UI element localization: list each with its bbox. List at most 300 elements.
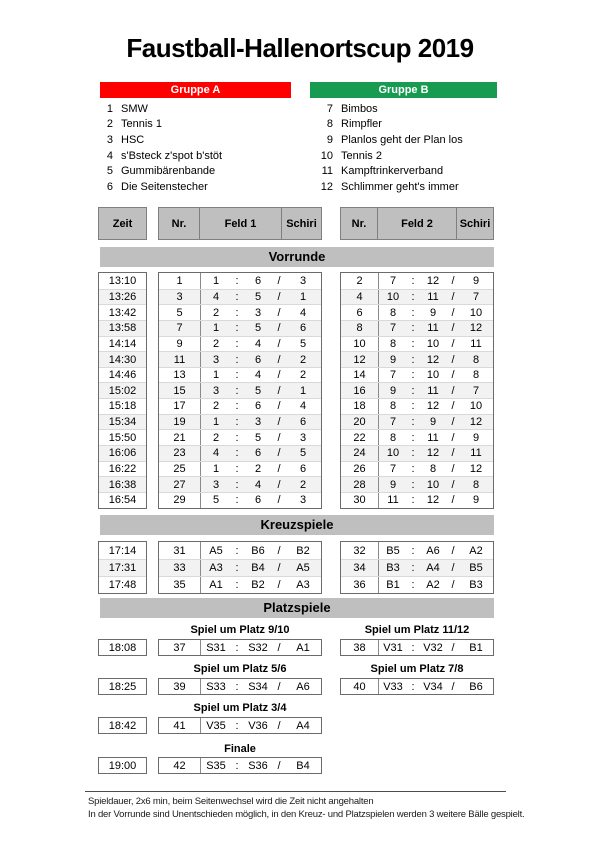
score-colon: :: [235, 447, 239, 460]
away-team-cell: 5: [254, 322, 262, 335]
match-row: [159, 289, 321, 305]
match-number-cell: 9: [159, 337, 201, 352]
column-header-feld2-group: [340, 207, 494, 240]
team-row: [100, 179, 291, 195]
home-team-cell: 8: [389, 337, 397, 350]
time-cell: 18:08: [108, 641, 137, 654]
time-row: [99, 382, 146, 398]
referee-slash: /: [451, 274, 455, 287]
time-cell: 14:30: [108, 353, 137, 366]
home-team-cell: 7: [389, 463, 397, 475]
section-bar-vorrunde: Vorrunde: [100, 247, 494, 267]
match-row: [159, 718, 321, 733]
referee-cell: 9: [472, 431, 480, 444]
match-number-cell: 16: [341, 383, 379, 398]
referee-slash: /: [277, 544, 281, 557]
match-number-cell: 18: [341, 399, 379, 414]
away-team-cell: V34: [423, 680, 443, 693]
time-row: [99, 476, 146, 492]
team-name: HSC: [121, 133, 145, 146]
match-row: [159, 679, 321, 694]
referee-slash: /: [277, 680, 281, 693]
match-number-cell: 12: [341, 352, 379, 367]
time-row: [99, 351, 146, 367]
kreuzspiele-feld1-table: [158, 541, 322, 594]
referee-cell: 8: [472, 369, 480, 382]
team-number: 8: [326, 118, 333, 131]
group-b-header: Gruppe B: [310, 82, 497, 98]
home-team-cell: 4: [212, 447, 220, 460]
away-team-cell: 6: [254, 494, 262, 507]
score-colon: :: [235, 719, 239, 732]
referee-cell: 3: [299, 431, 307, 444]
referee-slash: /: [277, 641, 281, 654]
score-colon: :: [411, 463, 415, 475]
home-team-cell: B3: [386, 562, 400, 574]
team-row: [100, 132, 291, 148]
referee-cell: 8: [472, 353, 480, 366]
match-row: [159, 429, 321, 445]
time-row: [99, 542, 146, 559]
column-header-schiri-right: Schiri: [457, 207, 494, 240]
time-cell: 15:02: [108, 384, 137, 397]
column-header-zeit: Zeit: [98, 207, 147, 240]
away-team-cell: 11: [427, 431, 439, 444]
referee-slash: /: [277, 463, 281, 475]
home-team-cell: V31: [383, 641, 403, 654]
match-number-cell: 30: [341, 493, 379, 508]
away-team-cell: 9: [429, 416, 437, 429]
score-colon: :: [411, 431, 415, 444]
match-number-cell: 33: [159, 560, 201, 576]
referee-cell: B2: [296, 544, 310, 557]
score-colon: :: [235, 579, 239, 591]
match-row: [341, 429, 493, 445]
referee-slash: /: [451, 322, 455, 335]
referee-cell: 1: [299, 290, 307, 303]
score-colon: :: [411, 353, 415, 366]
match-number-cell: 23: [159, 446, 201, 461]
time-row: [99, 320, 146, 336]
away-team-cell: 3: [254, 306, 262, 319]
match-number-cell: 25: [159, 462, 201, 477]
away-team-cell: 12: [426, 494, 440, 507]
time-cell: 13:42: [108, 306, 137, 319]
match-number-cell: 38: [341, 640, 379, 655]
score-colon: :: [235, 274, 239, 287]
referee-cell: 2: [299, 478, 307, 491]
home-team-cell: 9: [389, 353, 397, 366]
away-team-cell: 4: [254, 337, 262, 350]
home-team-cell: 2: [212, 431, 220, 444]
away-team-cell: S36: [248, 759, 268, 772]
referee-cell: 9: [472, 494, 480, 507]
column-header-feld2: Feld 2: [378, 207, 457, 240]
team-name: Kampftrinkerverband: [341, 165, 444, 178]
time-row: [99, 718, 146, 733]
away-team-cell: 9: [429, 306, 437, 319]
referee-slash: /: [277, 478, 281, 491]
away-team-cell: 12: [426, 400, 440, 413]
home-team-cell: 1: [212, 416, 220, 429]
column-header-schiri-left: Schiri: [282, 207, 322, 240]
team-row: [100, 117, 291, 133]
away-team-cell: 11: [427, 290, 439, 303]
referee-cell: 4: [299, 400, 307, 413]
referee-cell: 3: [299, 494, 307, 507]
referee-slash: /: [451, 447, 455, 460]
match-number-cell: 5: [159, 305, 201, 320]
referee-slash: /: [451, 431, 455, 444]
match-row: [159, 492, 321, 508]
home-team-cell: 7: [389, 322, 397, 335]
match-row: [159, 758, 321, 773]
group-a: [100, 82, 291, 195]
group-a-header: Gruppe A: [100, 82, 291, 98]
referee-cell: 10: [469, 400, 483, 413]
score-colon: :: [411, 322, 415, 335]
referee-slash: /: [277, 431, 281, 444]
away-team-cell: 10: [426, 337, 440, 350]
referee-slash: /: [277, 384, 281, 397]
home-team-cell: 11: [387, 494, 399, 507]
away-team-cell: A6: [426, 544, 440, 557]
team-row: [100, 163, 291, 179]
home-team-cell: 7: [389, 274, 397, 287]
time-row: [99, 445, 146, 461]
referee-slash: /: [277, 400, 281, 413]
score-colon: :: [411, 544, 415, 557]
referee-slash: /: [277, 579, 281, 591]
referee-cell: A2: [469, 544, 483, 557]
referee-slash: /: [277, 274, 281, 287]
team-row: [310, 117, 497, 133]
team-name: Bimbos: [341, 102, 378, 115]
platz-match-title: Spiel um Platz 7/8: [370, 663, 464, 675]
footer-note-2: In der Vorrunde sind Unentschieden möglich, in den Kreuz- und Platzspielen werden 3 weitere Bälle gespielt.: [88, 809, 525, 820]
referee-cell: B4: [296, 759, 310, 772]
match-row: [159, 320, 321, 336]
away-team-cell: V36: [248, 719, 268, 732]
match-row: [159, 476, 321, 492]
match-row: [341, 542, 493, 559]
match-number-cell: 20: [341, 415, 379, 430]
score-colon: :: [411, 400, 415, 413]
referee-cell: B5: [469, 562, 483, 574]
match-number-cell: 7: [159, 321, 201, 336]
time-cell: 18:42: [108, 719, 137, 732]
home-team-cell: 8: [389, 306, 397, 319]
time-cell: 15:34: [108, 416, 137, 429]
group-a-team-list: [100, 101, 291, 195]
team-name: Rimpfler: [341, 118, 382, 131]
match-row: [341, 367, 493, 383]
match-row: [341, 476, 493, 492]
match-row: [341, 414, 493, 430]
match-number-cell: 42: [159, 758, 201, 773]
score-colon: :: [235, 494, 239, 507]
away-team-cell: 3: [254, 416, 262, 429]
score-colon: :: [411, 447, 415, 460]
referee-slash: /: [277, 369, 281, 382]
platz-match-title: Spiel um Platz 11/12: [364, 624, 470, 636]
away-team-cell: A2: [426, 579, 440, 591]
referee-slash: /: [451, 400, 455, 413]
home-team-cell: 9: [389, 478, 397, 491]
match-number-cell: 6: [341, 305, 379, 320]
referee-slash: /: [451, 579, 455, 591]
match-row: [341, 273, 493, 289]
score-colon: :: [235, 562, 239, 574]
away-team-cell: 5: [254, 384, 262, 397]
time-row: [99, 429, 146, 445]
referee-slash: /: [277, 759, 281, 772]
score-colon: :: [411, 579, 415, 591]
referee-cell: 6: [299, 463, 307, 475]
match-row: [159, 382, 321, 398]
vorrunde-zeit-table: [98, 272, 147, 509]
team-row: [310, 163, 497, 179]
away-team-cell: 6: [254, 447, 262, 460]
match-number-cell: 2: [341, 273, 379, 289]
home-team-cell: 7: [389, 369, 397, 382]
referee-cell: 2: [299, 353, 307, 366]
away-team-cell: 6: [254, 274, 262, 287]
home-team-cell: V33: [383, 680, 403, 693]
platz-feld1-table: [158, 639, 322, 656]
team-row: [310, 179, 497, 195]
referee-slash: /: [451, 494, 455, 507]
home-team-cell: A1: [209, 579, 223, 591]
match-row: [159, 351, 321, 367]
score-colon: :: [411, 369, 415, 382]
match-number-cell: 15: [159, 383, 201, 398]
match-number-cell: 1: [159, 273, 201, 289]
referee-slash: /: [451, 290, 455, 303]
referee-slash: /: [277, 562, 281, 574]
score-colon: :: [411, 306, 415, 319]
team-number: 11: [321, 165, 333, 178]
match-number-cell: 35: [159, 577, 201, 593]
away-team-cell: 11: [427, 384, 439, 397]
referee-slash: /: [277, 719, 281, 732]
time-row: [99, 367, 146, 383]
time-cell: 17:48: [108, 579, 137, 591]
platz-zeit-box: [98, 757, 147, 774]
home-team-cell: 7: [389, 416, 397, 429]
match-number-cell: 26: [341, 462, 379, 477]
away-team-cell: S34: [248, 680, 268, 693]
team-number: 6: [106, 180, 113, 193]
kreuzspiele-feld2-table: [340, 541, 494, 594]
group-b: [310, 82, 497, 195]
time-row: [99, 492, 146, 508]
time-cell: 15:18: [108, 400, 137, 413]
away-team-cell: 11: [427, 322, 439, 335]
match-row: [341, 640, 493, 655]
kreuzspiele-zeit-table: [98, 541, 147, 594]
team-number: 4: [106, 149, 113, 162]
time-cell: 17:31: [108, 562, 137, 574]
referee-slash: /: [451, 478, 455, 491]
time-row: [99, 273, 146, 289]
away-team-cell: S32: [248, 641, 268, 654]
footer-divider: [85, 791, 506, 792]
match-number-cell: 31: [159, 542, 201, 559]
score-colon: :: [235, 478, 239, 491]
referee-slash: /: [451, 680, 455, 693]
home-team-cell: 2: [212, 306, 220, 319]
match-number-cell: 21: [159, 430, 201, 445]
referee-cell: 6: [299, 322, 307, 335]
away-team-cell: 6: [254, 400, 262, 413]
team-name: Schlimmer geht's immer: [341, 180, 459, 193]
match-number-cell: 13: [159, 368, 201, 383]
referee-cell: 5: [299, 337, 307, 350]
referee-cell: 12: [469, 322, 483, 335]
time-cell: 14:14: [108, 337, 137, 350]
match-row: [341, 461, 493, 477]
home-team-cell: 10: [386, 290, 400, 303]
match-row: [341, 559, 493, 576]
referee-cell: 12: [469, 463, 483, 475]
score-colon: :: [411, 337, 415, 350]
referee-slash: /: [451, 306, 455, 319]
referee-cell: 3: [299, 274, 307, 287]
referee-cell: 11: [470, 447, 482, 460]
referee-cell: A1: [296, 641, 310, 654]
team-name: Planlos geht der Plan los: [341, 133, 463, 146]
match-number-cell: 14: [341, 368, 379, 383]
time-cell: 18:25: [108, 680, 137, 693]
away-team-cell: B2: [251, 579, 265, 591]
time-cell: 16:22: [108, 463, 137, 475]
platz-match-title: Spiel um Platz 3/4: [193, 702, 287, 714]
away-team-cell: 12: [426, 353, 440, 366]
referee-slash: /: [451, 369, 455, 382]
referee-cell: B1: [469, 641, 483, 654]
referee-slash: /: [277, 306, 281, 319]
match-row: [341, 289, 493, 305]
home-team-cell: 3: [212, 353, 220, 366]
match-row: [159, 542, 321, 559]
column-header-nr-right: Nr.: [340, 207, 378, 240]
referee-cell: 2: [299, 369, 307, 382]
group-b-team-list: [310, 101, 497, 195]
home-team-cell: 1: [212, 274, 220, 287]
referee-cell: B6: [469, 680, 483, 693]
platz-match-title: Finale: [224, 743, 256, 755]
home-team-cell: A3: [209, 562, 223, 574]
time-cell: 16:54: [108, 494, 137, 507]
time-row: [99, 414, 146, 430]
team-row: [310, 148, 497, 164]
referee-cell: 4: [299, 306, 307, 319]
score-colon: :: [235, 544, 239, 557]
platz-feld1-table: [158, 678, 322, 695]
team-row: [310, 132, 497, 148]
home-team-cell: 1: [212, 463, 220, 475]
away-team-cell: B6: [251, 544, 265, 557]
referee-cell: 7: [472, 290, 480, 303]
team-row: [100, 148, 291, 164]
platz-feld2-table: [340, 678, 494, 695]
referee-slash: /: [277, 447, 281, 460]
referee-slash: /: [451, 562, 455, 574]
referee-slash: /: [451, 384, 455, 397]
column-header-feld1: Feld 1: [200, 207, 282, 240]
away-team-cell: 8: [429, 463, 437, 475]
match-row: [159, 398, 321, 414]
home-team-cell: 9: [389, 384, 397, 397]
column-header-feld1-group: [158, 207, 322, 240]
away-team-cell: 5: [254, 431, 262, 444]
platz-match-title: Spiel um Platz 5/6: [193, 663, 287, 675]
away-team-cell: 4: [254, 369, 262, 382]
away-team-cell: B4: [251, 562, 265, 574]
match-row: [341, 492, 493, 508]
match-row: [159, 461, 321, 477]
score-colon: :: [235, 759, 239, 772]
time-row: [99, 304, 146, 320]
score-colon: :: [411, 290, 415, 303]
match-number-cell: 36: [341, 577, 379, 593]
score-colon: :: [411, 641, 415, 654]
score-colon: :: [411, 274, 415, 287]
time-row: [99, 559, 146, 576]
referee-slash: /: [451, 353, 455, 366]
platz-zeit-box: [98, 717, 147, 734]
page-title: Faustball-Hallenortscup 2019: [126, 33, 474, 63]
home-team-cell: 5: [212, 494, 220, 507]
match-number-cell: 34: [341, 560, 379, 576]
match-number-cell: 32: [341, 542, 379, 559]
referee-cell: A5: [296, 562, 310, 574]
score-colon: :: [411, 494, 415, 507]
match-number-cell: 27: [159, 477, 201, 492]
score-colon: :: [235, 416, 239, 429]
match-row: [159, 576, 321, 593]
home-team-cell: S31: [206, 641, 226, 654]
platz-feld2-table: [340, 639, 494, 656]
match-row: [159, 367, 321, 383]
score-colon: :: [235, 369, 239, 382]
match-row: [159, 559, 321, 576]
referee-cell: 12: [469, 416, 483, 429]
referee-slash: /: [451, 544, 455, 557]
match-number-cell: 40: [341, 679, 379, 694]
team-number: 9: [326, 133, 333, 146]
score-colon: :: [235, 431, 239, 444]
platz-feld1-table: [158, 717, 322, 734]
team-name: SMW: [121, 102, 148, 115]
home-team-cell: 2: [212, 400, 220, 413]
time-cell: 13:10: [108, 274, 137, 287]
time-cell: 19:00: [108, 759, 137, 772]
home-team-cell: B5: [386, 544, 400, 557]
match-number-cell: 29: [159, 493, 201, 508]
team-name: Gummibärenbande: [121, 165, 216, 178]
referee-cell: 7: [472, 384, 480, 397]
match-row: [341, 576, 493, 593]
match-row: [159, 273, 321, 289]
match-number-cell: 22: [341, 430, 379, 445]
home-team-cell: 4: [212, 290, 220, 303]
referee-cell: 10: [469, 306, 483, 319]
time-cell: 13:58: [108, 322, 137, 335]
match-number-cell: 11: [159, 352, 201, 367]
score-colon: :: [411, 478, 415, 491]
